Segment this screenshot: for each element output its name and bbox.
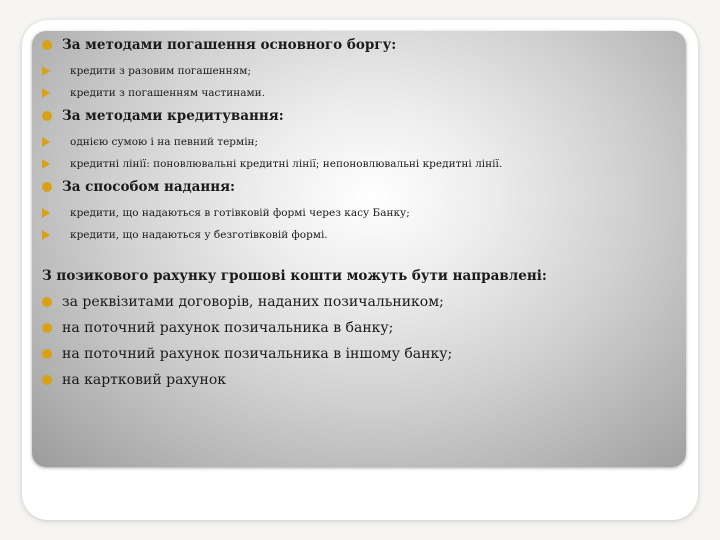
dot-bullet-icon <box>42 323 52 333</box>
section-heading <box>42 36 672 63</box>
list-item <box>42 319 672 345</box>
arrow-bullet-icon <box>42 159 58 169</box>
arrow-bullet-icon <box>42 208 58 218</box>
list-item-text: однією сумою і на певний термін; <box>70 136 259 148</box>
dot-bullet-icon <box>42 111 52 121</box>
list-item-text: за реквізитами договорів, наданих позичальником; <box>62 294 444 310</box>
list-item-text: кредити, що надаються у безготівковій формі. <box>70 229 328 241</box>
list-item-text: кредити з погашенням частинами. <box>70 87 266 99</box>
list-item-text: кредити з разовим погашенням; <box>70 65 251 77</box>
dot-bullet-icon <box>42 182 52 192</box>
arrow-bullet-icon <box>42 66 58 76</box>
list-item-text: на картковий рахунок <box>62 372 227 388</box>
spacer <box>42 249 672 267</box>
loan-account-heading-text: З позикового рахунку грошові кошти можуть бути направлені: <box>42 268 547 284</box>
list-item <box>42 371 672 397</box>
dot-bullet-icon <box>42 40 52 50</box>
list-item <box>42 205 672 227</box>
arrow-bullet-icon <box>42 230 58 240</box>
section-heading <box>42 107 672 134</box>
dot-bullet-icon <box>42 375 52 385</box>
list-item <box>42 345 672 371</box>
list-item <box>42 63 672 85</box>
section-heading-text: За способом надання: <box>62 179 236 195</box>
list-item-text: на поточний рахунок позичальника в іншому банку; <box>62 346 453 362</box>
arrow-bullet-icon <box>42 88 58 98</box>
list-item-text: кредитні лінії: поновлювальні кредитні лінії; непоновлювальні кредитні лінії. <box>70 158 503 170</box>
list-item <box>42 85 672 107</box>
list-item-text: кредити, що надаються в готівковій формі через касу Банку; <box>70 207 410 219</box>
list-item <box>42 293 672 319</box>
section-heading-text: За методами погашення основного боргу: <box>62 37 397 53</box>
list-item <box>42 134 672 156</box>
loan-account-heading <box>42 267 672 293</box>
list-item <box>42 227 672 249</box>
list-item-text: на поточний рахунок позичальника в банку; <box>62 320 394 336</box>
list-item <box>42 156 672 178</box>
slide-content <box>42 36 672 397</box>
section-heading <box>42 178 672 205</box>
section-heading-text: За методами кредитування: <box>62 108 284 124</box>
arrow-bullet-icon <box>42 137 58 147</box>
dot-bullet-icon <box>42 297 52 307</box>
dot-bullet-icon <box>42 349 52 359</box>
